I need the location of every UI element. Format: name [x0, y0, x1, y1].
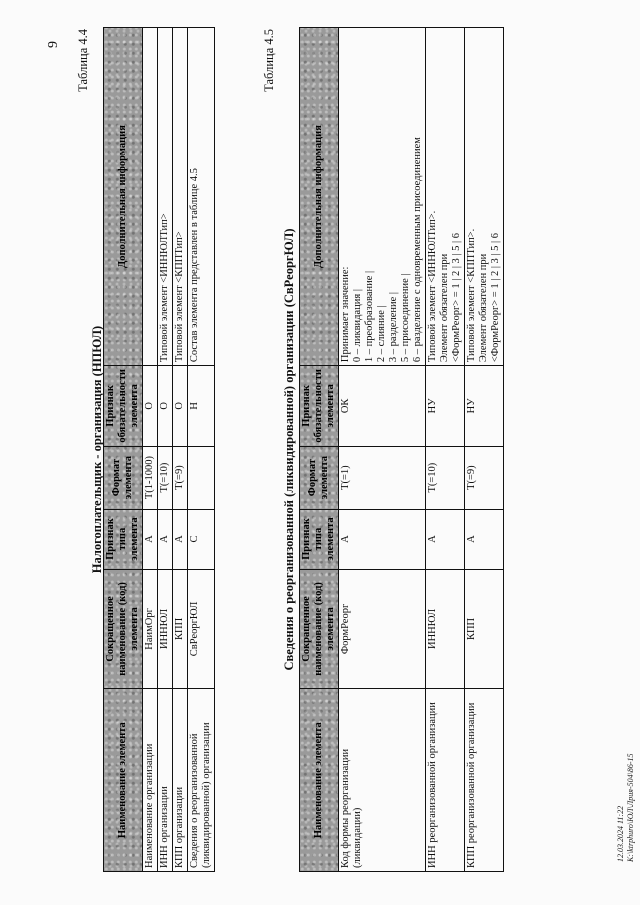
header-cell: Признак типа элемента: [104, 509, 143, 569]
cell-format: T(=9): [465, 446, 504, 509]
table-4-5-label: Таблица 4.5: [262, 29, 276, 92]
cell-required: ОК: [339, 366, 426, 447]
cell-required: Н: [188, 366, 215, 447]
table-header-row: [300, 28, 339, 872]
rotated-content: [40, 27, 635, 872]
cell-code: КПП: [465, 569, 504, 689]
table-4-5: [299, 27, 504, 872]
info-line: Типовой элемент <ИННЮЛТип>.: [427, 210, 438, 363]
cell-format: T(=10): [158, 446, 173, 509]
cell-format: T(=1): [339, 446, 426, 509]
cell-type: А: [426, 509, 465, 569]
header-cell: Признак обязательности элемента: [300, 366, 339, 447]
cell-required: О: [158, 366, 173, 447]
info-line: Элемент обязателен при: [439, 253, 450, 363]
cell-name: ИНН реорганизованной организации: [426, 689, 465, 872]
cell-code: НаимОрг: [143, 569, 158, 689]
cell-name: Код формы реорганизации (ликвидации): [339, 689, 426, 872]
table-4-4-caption: Налогоплательщик - организация (НПЮЛ): [90, 325, 104, 574]
info-line: Элемент обязателен при: [478, 253, 489, 363]
cell-name: ИНН организации: [158, 689, 173, 872]
cell-required: НУ: [426, 366, 465, 447]
header-cell: Сокращенное наименование (код) элемента: [300, 569, 339, 689]
cell-required: НУ: [465, 366, 504, 447]
cell-type: А: [339, 509, 426, 569]
info-line: Принимает значение:: [340, 266, 351, 363]
cell-type: А: [158, 509, 173, 569]
cell-info: [426, 28, 465, 366]
cell-format: [188, 446, 215, 509]
header-cell: Признак типа элемента: [300, 509, 339, 569]
header-cell: Наименование элемента: [104, 689, 143, 872]
header-cell: Формат элемента: [104, 446, 143, 509]
header-cell: Дополнительная информация: [104, 28, 143, 366]
cell-type: А: [143, 509, 158, 569]
cell-required: О: [173, 366, 188, 447]
table-row: [426, 28, 465, 872]
cell-code: КПП: [173, 569, 188, 689]
cell-name: КПП реорганизованной организации: [465, 689, 504, 872]
info-line: 1 – преобразование |: [364, 270, 375, 363]
stamp-line: 12.03.2024 11:22: [616, 805, 625, 862]
page-number: 9: [46, 41, 61, 48]
cell-format: T(1-1000): [143, 446, 158, 509]
cell-info: [339, 28, 426, 366]
info-line: <ФормРеорг> = 1 | 2 | 3 | 5 | 6: [451, 232, 462, 363]
header-cell: Признак обязательности элемента: [104, 366, 143, 447]
cell-code: СвРеоргЮЛ: [188, 569, 215, 689]
cell-code: ИННЮЛ: [158, 569, 173, 689]
info-line: 3 – разделение |: [388, 291, 399, 363]
header-cell: Сокращенное наименование (код) элемента: [104, 569, 143, 689]
info-line: 5 – присоединение |: [400, 273, 411, 363]
stamp-line: К:\ktrphuro\ЮЛ\Лрия-504\86-15: [626, 753, 635, 862]
cell-name: КПП организации: [173, 689, 188, 872]
table-row: [339, 28, 426, 872]
cell-type: С: [188, 509, 215, 569]
info-line: 6 – разделение с одновременным присоединением: [412, 137, 423, 363]
cell-type: А: [173, 509, 188, 569]
table-row: [158, 28, 173, 872]
header-cell: Формат элемента: [300, 446, 339, 509]
cell-type: А: [465, 509, 504, 569]
cell-info: [465, 28, 504, 366]
table-4-4: [103, 27, 215, 872]
cell-format: T(=10): [426, 446, 465, 509]
cell-name: Сведения о реорганизованной (ликвидированной) организации: [188, 689, 215, 872]
info-line: Типовой элемент <КППТип>.: [466, 228, 477, 363]
cell-info: Типовой элемент <КППТип>: [173, 28, 188, 366]
header-cell: Наименование элемента: [300, 689, 339, 872]
table-row: [465, 28, 504, 872]
header-cell: Дополнительная информация: [300, 28, 339, 366]
cell-info: [143, 28, 158, 366]
info-line: 0 – ликвидация |: [352, 289, 363, 363]
cell-format: T(=9): [173, 446, 188, 509]
print-stamp: [616, 753, 636, 862]
cell-code: ИННЮЛ: [426, 569, 465, 689]
cell-code: ФормРеорг: [339, 569, 426, 689]
table-row: [173, 28, 188, 872]
table-4-5-caption: Сведения о реорганизованной (ликвидированной) организации (СвРеоргЮЛ): [282, 228, 296, 671]
cell-info: Типовой элемент <ИННЮЛТип>: [158, 28, 173, 366]
table-header-row: [104, 28, 143, 872]
table-row: [143, 28, 158, 872]
info-line: <ФормРеорг> = 1 | 2 | 3 | 5 | 6: [490, 232, 501, 363]
cell-name: Наименование организации: [143, 689, 158, 872]
table-row: [188, 28, 215, 872]
info-line: 2 – слияние |: [376, 305, 387, 363]
cell-required: О: [143, 366, 158, 447]
cell-info: Состав элемента представлен в таблице 4.5: [188, 28, 215, 366]
table-4-4-label: Таблица 4.4: [76, 29, 90, 92]
